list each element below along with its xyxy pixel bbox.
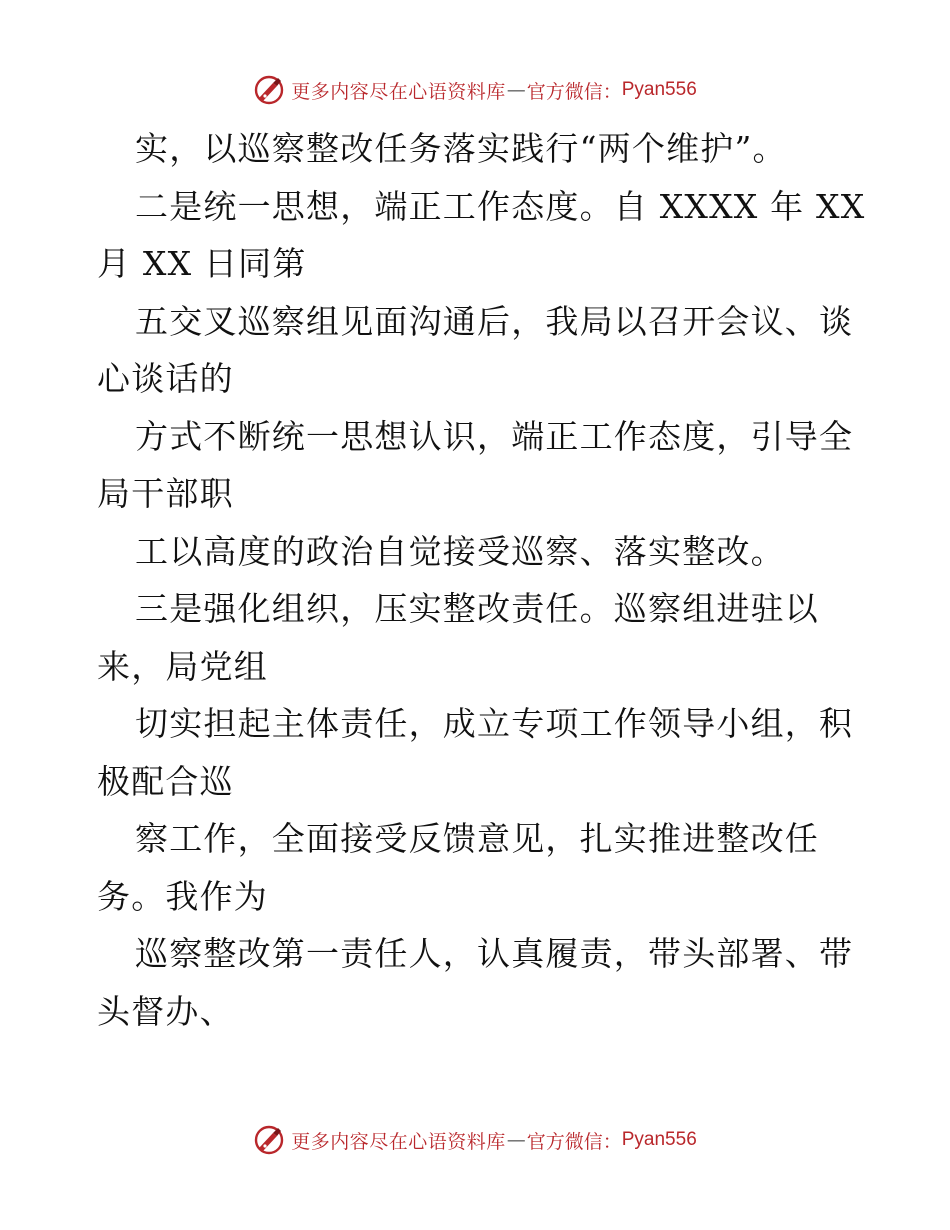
text-line: 心谈话的	[97, 359, 234, 398]
text-line: 方式不断统一思想认识，端正工作态度，引导全	[135, 416, 854, 456]
text-line: 局干部职	[97, 474, 234, 513]
text-line: 三是强化组织，压实整改责任。巡察组进驻以	[135, 589, 819, 628]
watermark-dash: —	[506, 1129, 526, 1151]
text-line: 务。我作为	[97, 876, 268, 916]
watermark-main-text: 更多内容尽在心语资料库	[291, 1130, 506, 1153]
footer-watermark	[0, 1122, 950, 1158]
document-body	[97, 120, 867, 1040]
watermark-label: 官方微信：	[526, 1130, 622, 1153]
watermark-dash: —	[506, 79, 526, 101]
text-line: 巡察整改第一责任人，认真履责，带头部署、带	[135, 934, 854, 973]
header-watermark	[0, 72, 950, 108]
text-line: 二是统一思想，端正工作态度。自 XXXX 年 XX	[135, 186, 866, 226]
watermark-main-text: 更多内容尽在心语资料库	[291, 80, 506, 103]
text-line: 月 XX 日同第	[97, 244, 307, 283]
pen-logo-icon	[253, 1124, 285, 1156]
watermark-wechat-id: Pyan556	[621, 79, 697, 100]
text-line: 切实担起主体责任，成立专项工作领导小组，积	[135, 704, 854, 743]
text-line: 五交叉巡察组见面沟通后，我局以召开会议、谈	[135, 301, 854, 341]
text-line: 察工作，全面接受反馈意见，扎实推进整改任	[135, 819, 819, 858]
watermark-label: 官方微信：	[526, 80, 622, 103]
watermark-wechat-id: Pyan556	[621, 1129, 697, 1150]
text-line: 头督办、	[97, 991, 234, 1031]
text-line: 极配合巡	[97, 761, 234, 801]
pen-logo-icon	[253, 74, 285, 106]
text-line: 工以高度的政治自觉接受巡察、落实整改。	[135, 531, 785, 571]
text-line: 实，以巡察整改任务落实践行“两个维护”。	[135, 129, 787, 168]
text-line: 来，局党组	[97, 646, 268, 686]
